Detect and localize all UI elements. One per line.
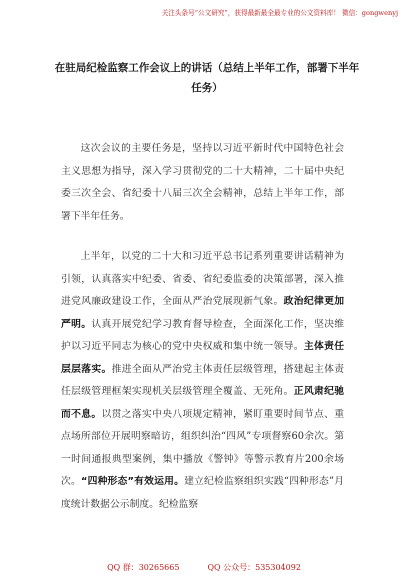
heading-discipline-enforcement: 正风肃纪驰而不息。 bbox=[61, 386, 345, 420]
heading-main-responsibility: 主体责任层层落实。 bbox=[61, 341, 345, 375]
document-body bbox=[61, 138, 344, 516]
contact-footer bbox=[0, 562, 408, 574]
paragraph-review bbox=[61, 246, 344, 516]
paragraph-text: 认真开展党纪学习教育督导检查，全面深化工作，坚决维护以习近平同志为核心的党中央权威和集中统一领导。 bbox=[61, 318, 345, 352]
paragraph-text: 这次会议的主要任务是，坚持以习近平新时代中国特色社会主义思想为指导，深入学习贯彻党的二十大精神，二十届中央纪委三次全会、省纪委十八届三次全会精神，总结上半年工作，部署下半年任务。 bbox=[61, 143, 344, 222]
paragraph-intro bbox=[61, 138, 344, 228]
paragraph-text: 推进全面从严治党主体责任层级管理，搭建起主体责任层级管理框架实现机关层级管理全覆盖、无死角。 bbox=[61, 363, 345, 397]
document-title: 在驻局纪检监察工作会议上的讲话（总结上半年工作，部署下半年任务） bbox=[54, 62, 360, 94]
paragraph-text: 以贯之落实中央八项规定精神，紧盯重要时间节点、重点场所部位开展明察暗访，组织纠治“四风”专项督察60余次。第一时间通报典型案例，集中播放《警钟》等警示教育片200余场次。 bbox=[61, 408, 345, 487]
promo-banner: 关注头条号“公文研究”，获得最新最全最专业的公文资料库！ 微信：gongwenyj bbox=[161, 9, 398, 17]
heading-four-forms: “四种形态”有效运用。 bbox=[80, 476, 185, 487]
qq-account-text: QQ 公众号：535304092 bbox=[207, 563, 301, 572]
paragraph-text: 上半年，以党的二十大和习近平总书记系列重要讲话精神为引领，认真落实中纪委、省委、省纪委监委的决策部署，深入推进党风廉政建设工作，全面从严治党展现新气象。 bbox=[61, 251, 344, 307]
paragraph-text: 建立纪检监察组织实践“四种形态”月度统计数据公示制度。纪检监察 bbox=[61, 476, 344, 510]
qq-group-text: QQ 群：30265665 bbox=[107, 563, 180, 572]
heading-political-discipline: 政治纪律更加严明。 bbox=[61, 296, 344, 330]
